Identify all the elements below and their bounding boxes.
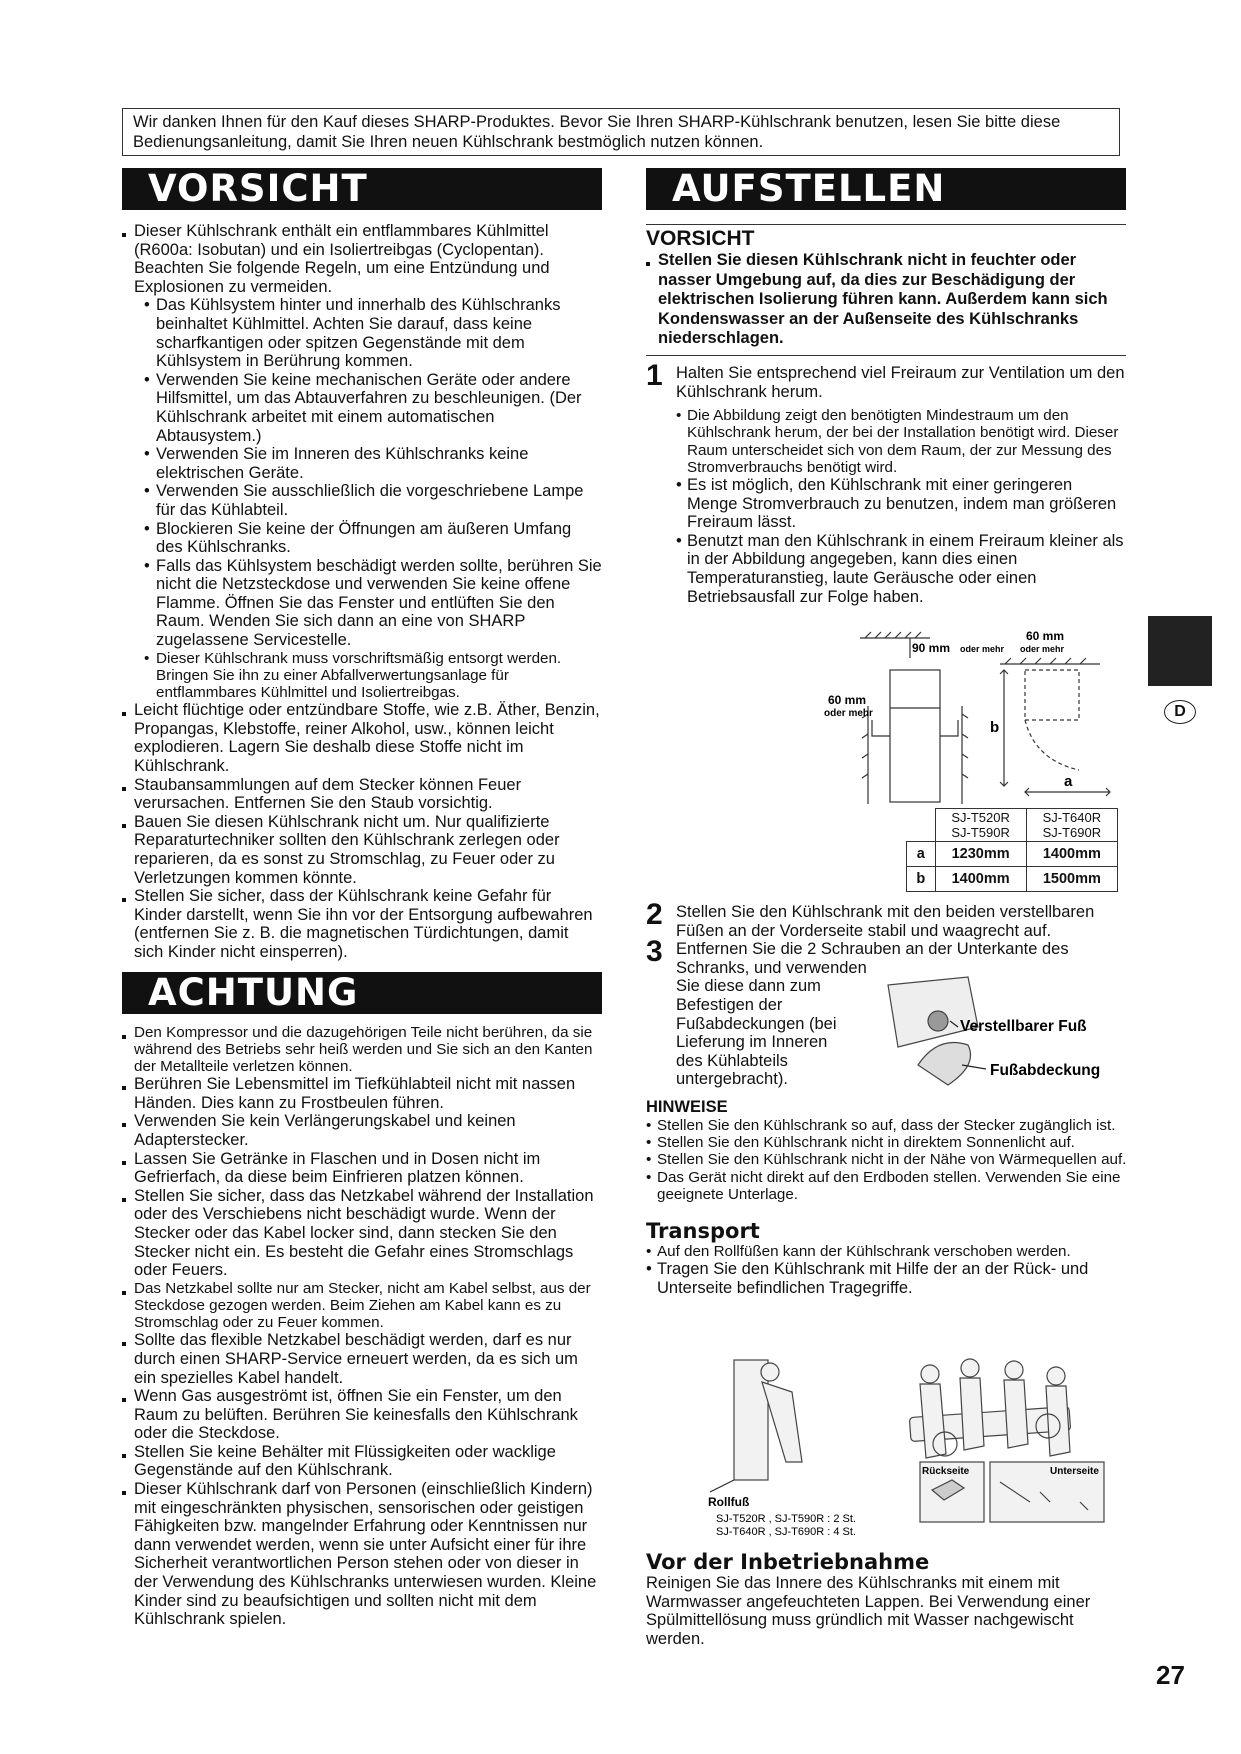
hinweise-heading: HINWEISE (646, 1098, 728, 1116)
achtung-item: Stellen Sie keine Behälter mit Flüssigkeiten oder wacklige Gegenstände auf den Kühlschrank. (122, 1443, 602, 1480)
vorsicht-item: Bauen Sie diesen Kühlschrank nicht um. Nur qualifizierte Reparaturtechniker sollten den Kühlschrank zerlegen oder reparieren, da es sonst zu Stromschlag, zu Feuer oder zu Verletzungen kommen könnte. (122, 813, 602, 887)
achtung-item: Dieser Kühlschrank darf von Personen (einschließlich Kindern) mit eingeschränkten physischen, sensorischen oder geistigen Fähigkeiten bzw. mangelnder Erfahrung oder Kenntnissen nur dann verwendet werden, wenn sie unter Aufsicht einer für ihre Sicherheit verantwortlichen Person stehen oder von dieser in der Verwendung des Kühlschranks unterwiesen wurden. Kleine Kinder sind zu beaufsichtigen und sollten nicht mit dem Kühlschrank spielen. (122, 1480, 602, 1629)
dimension-table (906, 808, 1118, 892)
section-tab (1148, 616, 1212, 686)
vorsicht-bullet: • Verwenden Sie ausschließlich die vorgeschriebene Lampe für das Kühlabteil. (122, 482, 602, 519)
inbetrieb-text: Reinigen Sie das Innere des Kühlschranks mit einem mit Warmwasser angefeuchteten Lappen. Bei Verwendung einer Spülmittellösung muss gründlich mit Wasser nachgewischt werden. (646, 1574, 1091, 1648)
clearance-top-left: 90 mm (912, 641, 951, 655)
aufstellen-warning: Stellen Sie diesen Kühlschrank nicht in feuchter oder nasser Umgebung auf, da dies zur Beschädigung der elektrischen Isolierung führen kann. Außerdem kann sich Kondenswasser an der Außenseite des Kühlschranks niederschlagen. (646, 251, 1126, 349)
rollfuss-label: Rollfuß (708, 1495, 750, 1509)
step-number: 1 (646, 358, 663, 392)
vorsicht-intro: Dieser Kühlschrank enthält ein entflammbares Kühlmittel (R600a: Isobutan) und ein Isoliertreibgas (Cyclopentan). Beachten Sie folgende Regeln, um eine Entzündung und Explosionen zu vermeiden. (122, 222, 602, 296)
achtung-item: Lassen Sie Getränke in Flaschen und in Dosen nicht im Gefrierfach, da diese beim Einfrieren platzen können. (122, 1150, 602, 1187)
left-column (122, 168, 602, 1629)
transport-item: • Auf den Rollfüßen kann der Kühlschrank verschoben werden. (646, 1243, 1136, 1260)
foot-cover-illustration (858, 975, 1128, 1090)
intro-text: Wir danken Ihnen für den Kauf dieses SHARP-Produktes. Bevor Sie Ihren SHARP-Kühlschrank benutzen, lesen Sie bitte diese Bedienungsanleitung, damit Sie Ihren neuen Kühlschrank bestmöglich nutzen können. (122, 108, 1120, 156)
step-2: 2 Stellen Sie den Kühlschrank mit den beiden verstellbaren Füßen an der Vorderseite stabil und waagrecht auf. (646, 898, 1095, 940)
table-header: SJ-T640R SJ-T690R (1026, 809, 1117, 842)
transport-item: • Tragen Sie den Kühlschrank mit Hilfe der an der Rück- und Unterseite befindlichen Tragegriffe. (646, 1260, 1136, 1297)
rollfuss-note: SJ-T520R , SJ-T590R : 2 St. (716, 1513, 856, 1525)
step-1 (646, 358, 1126, 401)
achtung-item: Berühren Sie Lebensmittel im Tiefkühlabteil nicht mit nassen Händen. Dies kann zu Frostbeulen führen. (122, 1075, 602, 1112)
hinweis-item: • Das Gerät nicht direkt auf den Erdboden stellen. Verwenden Sie eine geeignete Unterlage. (646, 1169, 1136, 1203)
step1-bullet: • Benutzt man den Kühlschrank in einem Freiraum kleiner als in der Abbildung angegeben, kann dies einen Temperaturanstieg, laute Geräusche oder einen Betriebsausfall zur Folge haben. (676, 532, 1126, 606)
hinweis-item: • Stellen Sie den Kühlschrank nicht in der Nähe von Wärmequellen auf. (646, 1151, 1136, 1168)
achtung-item: Wenn Gas ausgeströmt ist, öffnen Sie ein Fenster, um den Raum zu belüften. Berühren Sie keinesfalls den Kühlschrank oder die Steckdose. (122, 1387, 602, 1443)
vorsicht-bullet: • Verwenden Sie im Inneren des Kühlschranks keine elektrischen Geräte. (122, 445, 602, 482)
achtung-item: Sollte das flexible Netzkabel beschädigt werden, darf es nur durch einen SHARP-Service erneuert werden, da es sich um ein spezielles Kabel handelt. (122, 1331, 602, 1387)
foot-label: Verstellbarer Fuß (960, 1018, 1087, 1035)
transport-heading: Transport (646, 1219, 760, 1244)
vorsicht-bullet: • Das Kühlsystem hinter und innerhalb des Kühlschranks beinhaltet Kühlmittel. Achten Sie darauf, dass keine scharfkantigen oder spitzen Gegenstände mit dem Kühlsystem in Berührung kommen. (122, 296, 602, 370)
clearance-side-sub: oder mehr (824, 708, 873, 719)
clearance-side: 60 mm (828, 693, 867, 707)
clearance-top-right-sub: oder mehr (1020, 644, 1065, 654)
step-text: Halten Sie entsprechend viel Freiraum zur Ventilation um den Kühlschrank herum. (676, 363, 1125, 401)
achtung-item: Verwenden Sie kein Verlängerungskabel und keinen Adapterstecker. (122, 1112, 602, 1149)
rollfuss-note: SJ-T640R , SJ-T690R : 4 St. (716, 1526, 856, 1538)
table-header: SJ-T520R SJ-T590R (935, 809, 1026, 842)
step-3-cont: Sie diese dann zum Befestigen der Fußabdeckungen (bei Lieferung im Inneren des Kühlabteils untergebracht). (676, 977, 837, 1089)
inbetrieb-heading: Vor der Inbetriebnahme (646, 1550, 930, 1574)
vorsicht-banner: VORSICHT (122, 168, 602, 210)
vorsicht-bullet: • Dieser Kühlschrank muss vorschriftsmäßig entsorgt werden. Bringen Sie ihn zu einer Abfallverwertungsanlage für entflammbares Kühlmittel und Isoliertreibgas. (122, 650, 602, 702)
vorsicht-bullet: • Verwenden Sie keine mechanischen Geräte oder andere Hilfsmittel, um das Abtauverfahren zu beschleunigen. (Der Kühlschrank arbeitet mit einem automatischen Abtausystem.) (122, 371, 602, 445)
vorsicht-item: Stellen Sie sicher, dass der Kühlschrank keine Gefahr für Kinder darstellt, wenn Sie ihn vor der Entsorgung aufbewahren (entfernen Sie z. B. die magnetischen Türdichtungen, damit sich Kinder nicht einsperren). (122, 887, 602, 961)
label-a: a (1064, 773, 1073, 790)
vorsicht-bullet: • Falls das Kühlsystem beschädigt werden sollte, berühren Sie nicht die Netzsteckdose und verwenden Sie keine offene Flamme. Öffnen Sie das Fenster und entlüften Sie den Raum. Wenden Sie sich dann an eine von SHARP zugelassene Servicestelle. (122, 557, 602, 650)
aufstellen-vorsicht-heading: VORSICHT (646, 227, 755, 250)
step1-bullet: • Die Abbildung zeigt den benötigten Mindestraum um den Kühlschrank herum, der bei der Installation benötigt wird. Dieser Raum unterscheidet sich von dem Raum, der zur Messung des Stromverbrauchs benötigt wird. (676, 407, 1126, 476)
table-row: b 1400mm 1500mm (907, 867, 1118, 892)
right-column (646, 168, 1126, 606)
hinweis-item: • Stellen Sie den Kühlschrank so auf, dass der Stecker zugänglich ist. (646, 1117, 1136, 1134)
language-marker: D (1164, 700, 1196, 724)
table-row: a 1230mm 1400mm (907, 842, 1118, 867)
achtung-banner: ACHTUNG (122, 972, 602, 1014)
rueckseite-label: Rückseite (922, 1466, 970, 1477)
step1-bullet: • Es ist möglich, den Kühlschrank mit einer geringeren Menge Stromverbrauch zu benutzen, indem man größeren Freiraum lässt. (676, 476, 1126, 532)
page-number: 27 (1156, 1660, 1185, 1690)
clearance-top-right: 60 mm (1026, 629, 1065, 643)
hinweis-item: • Stellen Sie den Kühlschrank nicht in direktem Sonnenlicht auf. (646, 1134, 1136, 1151)
vorsicht-item: Leicht flüchtige oder entzündbare Stoffe, wie z.B. Äther, Benzin, Propangas, Klebstoffe, reiner Alkohol, usw., können leicht explodieren. Lagern Sie deshalb diese Stoffe nicht im Kühlschrank. (122, 701, 602, 775)
achtung-item: Den Kompressor und die dazugehörigen Teile nicht berühren, da sie während des Betriebs sehr heiß werden und Sie sich an den Kanten der Metallteile verletzen können. (122, 1024, 602, 1076)
transport-illustration (700, 1352, 1110, 1538)
clearance-top-left-sub: oder mehr (960, 644, 1005, 654)
vorsicht-item: Staubansammlungen auf dem Stecker können Feuer verursachen. Entfernen Sie den Staub vorsichtig. (122, 776, 602, 813)
vorsicht-bullet: • Blockieren Sie keine der Öffnungen am äußeren Umfang des Kühlschranks. (122, 520, 602, 557)
step-3: 3 Entfernen Sie die 2 Schrauben an der Unterkante des Schranks, und verwenden (646, 935, 1069, 977)
achtung-item: Das Netzkabel sollte nur am Stecker, nicht am Kabel selbst, aus der Steckdose gezogen werden. Beim Ziehen am Kabel kann es zu Stromschlag oder zu Feuer kommen. (122, 1280, 602, 1332)
achtung-item: Stellen Sie sicher, dass das Netzkabel während der Installation oder des Verschiebens nicht beschädigt wurde. Wenn der Stecker oder das Kabel locker sind, dann stecken Sie den Stecker nicht ein. Es besteht die Gefahr eines Stromschlags oder Feuers. (122, 1187, 602, 1280)
label-b: b (990, 719, 1000, 736)
aufstellen-banner: AUFSTELLEN (646, 168, 1126, 210)
clearance-diagram (820, 628, 1120, 804)
unterseite-label: Unterseite (1050, 1466, 1099, 1477)
foot-cover-label: Fußabdeckung (990, 1062, 1101, 1079)
